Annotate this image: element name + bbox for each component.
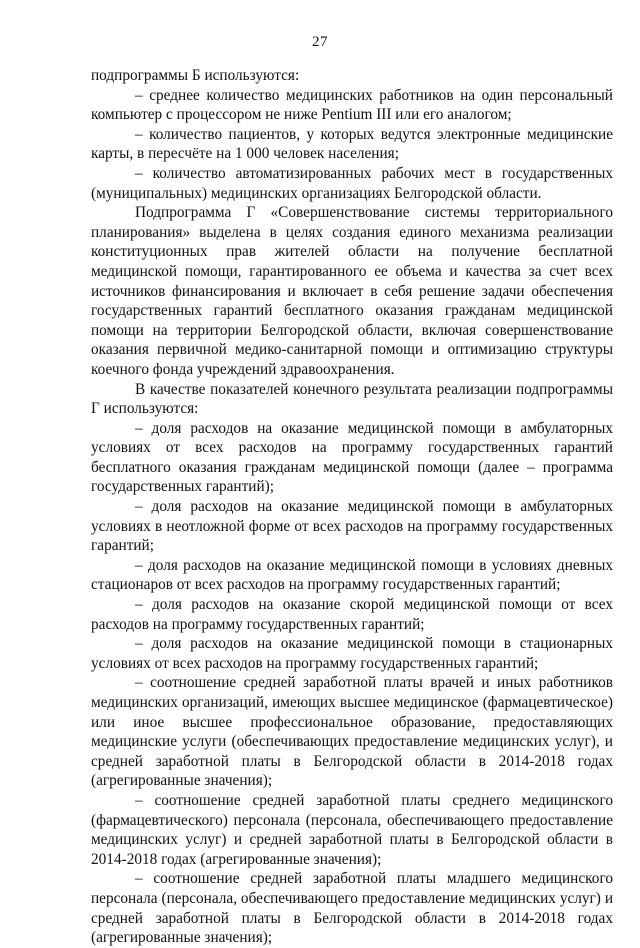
paragraph: – количество автоматизированных рабочих мест в государственных (муниципальных) медицинских организациях Белгородской области. <box>91 164 613 202</box>
paragraph: – соотношение средней заработной платы среднего медицинского (фармацевтического) персонала (персонала, обеспечивающего предоставление медицинских услуг) и средней заработной платы в Белгородской области в 2014-2018 годах (агрегированные значения); <box>91 791 613 868</box>
paragraph: подпрограммы Б используются: <box>91 67 300 84</box>
paragraph: – доля расходов на оказание медицинской помощи в условиях дневных стационаров от всех расходов на программу государственных гарантий; <box>91 556 613 594</box>
paragraph: – соотношение средней заработной платы врачей и иных работников медицинских организаций, имеющих высшее медицинское (фармацевтическое) или иное высшее профессиональное образование, предоставляющих медицинские услуги (обеспечивающих предоставление медицинских услуг), и средней заработной платы в Белгородской области в 2014-2018 годах (агрегированные значения); <box>91 674 613 790</box>
document-body <box>91 66 613 948</box>
paragraph: В качестве показателей конечного результата реализации подпрограммы Г используются: <box>91 380 613 418</box>
page-number: 27 <box>312 34 328 50</box>
paragraph: – доля расходов на оказание скорой медицинской помощи от всех расходов на программу государственных гарантий; <box>91 596 613 633</box>
paragraph: – доля расходов на оказание медицинской помощи в амбулаторных условиях от всех расходов на программу государственных гарантий бесплатного оказания гражданам медицинской помощи (далее – программа государственных гарантий); <box>91 419 613 496</box>
paragraph: – доля расходов на оказание медицинской помощи в стационарных условиях от всех расходов на программу государственных гарантий; <box>91 635 613 672</box>
paragraph: – среднее количество медицинских работников на один персональный компьютер с процессором не ниже Pentium III или его аналогом; <box>91 86 613 124</box>
paragraph: – количество пациентов, у которых ведутся электронные медицинские карты, в пересчёте на 1 000 человек населения; <box>91 125 613 163</box>
paragraph: – доля расходов на оказание медицинской помощи в амбулаторных условиях в неотложной форме от всех расходов на программу государственных гарантий; <box>91 498 613 555</box>
paragraph: Подпрограмма Г «Совершенствование системы территориального планирования» выделена в целях создания единого механизма реализации конституционных прав жителей области на получение бесплатной медицинской помощи, гарантированного ее объема и качества за счет всех источников финансирования и включает в себя решение задачи обеспечения государственных гарантий бесплатного оказания гражданам медицинской помощи на территории Белгородской области, включая совершенствование оказания первичной медико-санитарной помощи и оптимизацию структуры коечного фонда учреждений здравоохранения. <box>91 204 613 378</box>
paragraph: – соотношение средней заработной платы младшего медицинского персонала (персонала, обеспечивающего предоставление медицинских услуг) и средней заработной платы в Белгородской области в 2014-2018 годах (агрегированные значения); <box>91 870 613 947</box>
